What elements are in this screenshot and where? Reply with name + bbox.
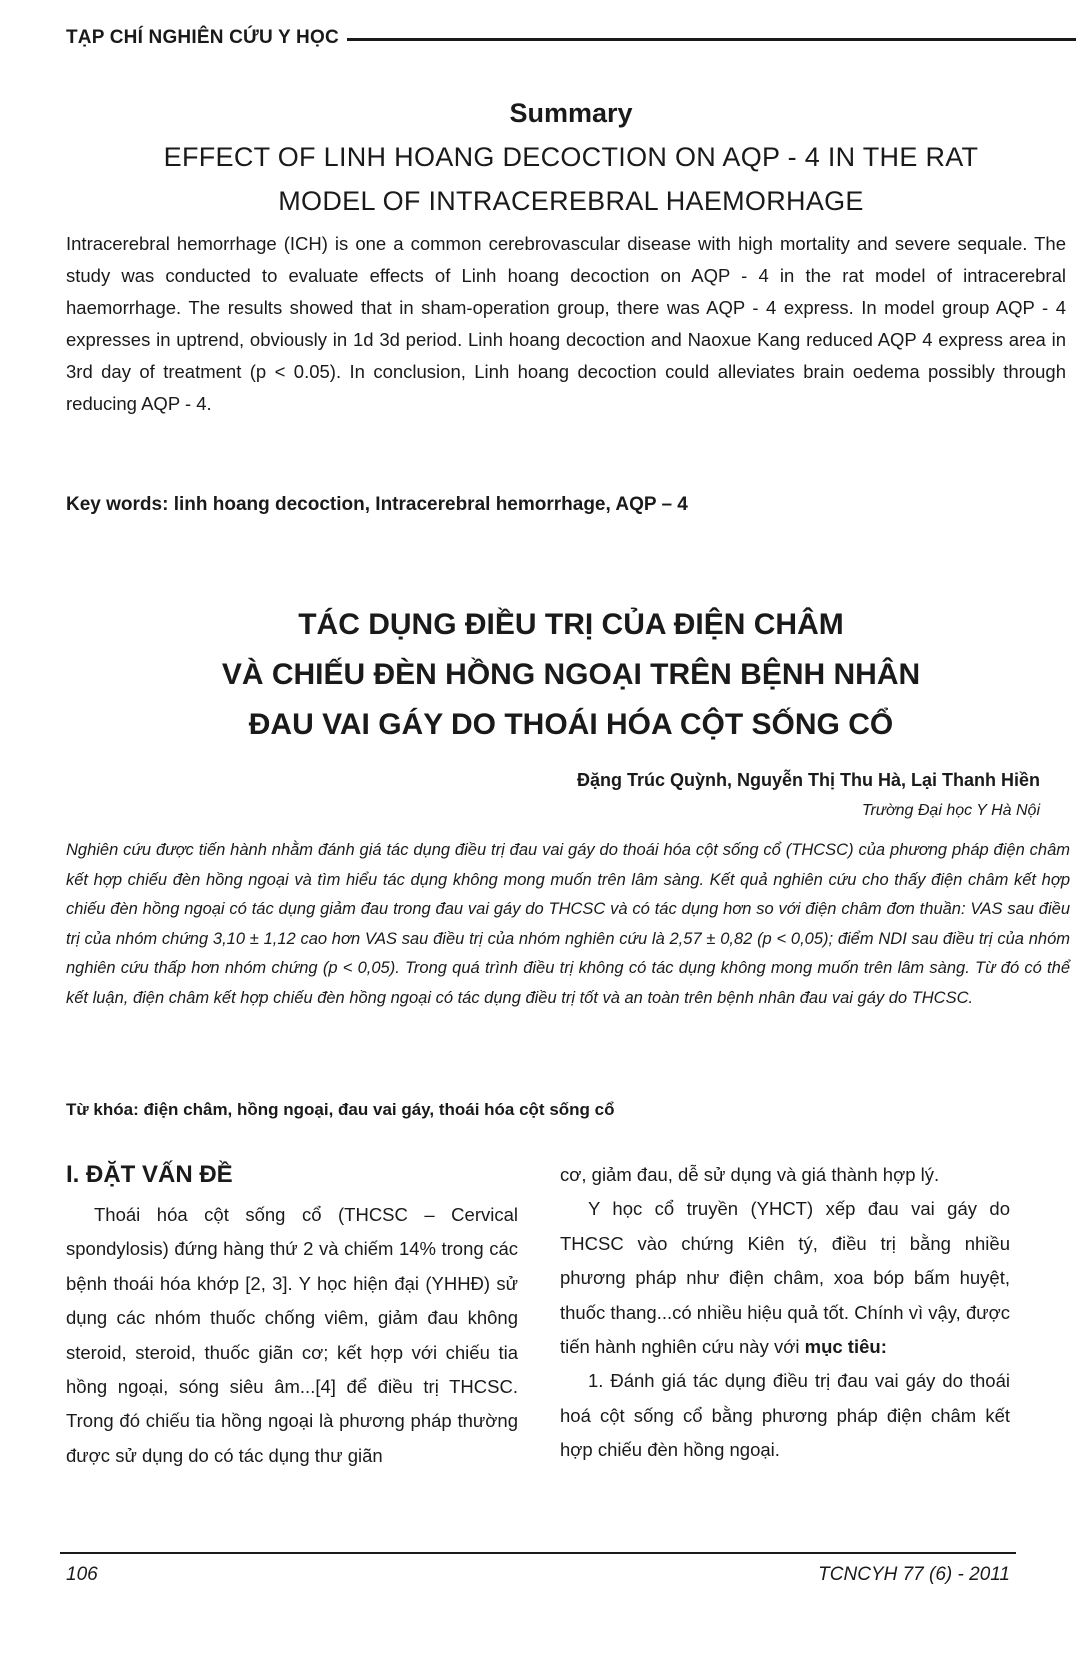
summary-title (66, 135, 1076, 223)
right-column (560, 1158, 1010, 1468)
summary-title-line-2: MODEL OF INTRACEREBRAL HAEMORHAGE (278, 186, 864, 216)
intro-paragraph-continued: cơ, giảm đau, dễ sử dụng và giá thành hợp lý. (560, 1164, 940, 1185)
summary-label: Summary (509, 98, 633, 128)
goal-item-1: 1. Đánh giá tác dụng điều trị đau vai gáy do thoái hoá cột sống cổ bằng phương pháp điện châm kết hợp chiếu đèn hồng ngoại. (560, 1370, 1010, 1461)
left-column (66, 1158, 518, 1473)
intro-paragraph-2 (560, 1192, 1010, 1364)
journal-citation: TCNCYH 77 (6) - 2011 (818, 1564, 1010, 1585)
article-title-line-1: TÁC DỤNG ĐIỀU TRỊ CỦA ĐIỆN CHÂM (298, 608, 844, 641)
header-rule (347, 38, 1076, 41)
footer-rule (60, 1552, 1016, 1554)
summary-title-line-1: EFFECT OF LINH HOANG DECOCTION ON AQP - 4 IN THE RAT (163, 142, 979, 172)
page-number: 106 (66, 1564, 98, 1585)
english-abstract: Intracerebral hemorrhage (ICH) is one a common cerebrovascular disease with high mortality and severe sequale. The study was conducted to evaluate effects of Linh hoang decoction on AQP - 4 in the rat model of intracerebral haemorrhage. The results showed that in sham-operation group, there was AQP - 4 express. In model group AQP - 4 expresses in uptrend, obviously in 1d 3d period. Linh hoang decoction and Naoxue Kang reduced AQP 4 express area in 3rd day of treatment (p < 0.05). In conclusion, Linh hoang decoction could alleviates brain oedema possibly through reducing AQP - 4. (66, 233, 1066, 414)
vietnamese-abstract: Nghiên cứu được tiến hành nhằm đánh giá tác dụng điều trị đau vai gáy do thoái hóa cột sống cổ (THCSC) của phương pháp điện châm kết hợp chiếu đèn hồng ngoại và tìm hiểu tác dụng không mong muốn trên lâm sàng. Kết quả nghiên cứu cho thấy điện châm kết hợp chiếu đèn hồng ngoại có tác dụng giảm đau trong đau vai gáy do THCSC và có tác dụng hơn so với điện châm đơn thuần: VAS sau điều trị của nhóm chứng 3,10 ± 1,12 cao hơn VAS sau điều trị của nhóm nghiên cứu là 2,57 ± 0,82 (p < 0,05); điểm NDI sau điều trị của nhóm nghiên cứu thấp hơn nhóm chứng (p < 0,05). Trong quá trình điều trị không có tác dụng không mong muốn trên lâm sàng. Từ đó có thể kết luận, điện châm kết hợp chiếu đèn hồng ngoại có tác dụng điều trị tốt và an toàn trên bệnh nhân đau vai gáy do THCSC. (66, 841, 1070, 1007)
intro-paragraph: Thoái hóa cột sống cổ (THCSC – Cervical spondylosis) đứng hàng thứ 2 và chiếm 14% trong các bệnh thoái hóa khớp [2, 3]. Y học hiện đại (YHHĐ) sử dụng các nhóm thuốc chống viêm, giảm đau không steroid, steroid, thuốc giãn cơ; kết hợp với chiếu tia hồng ngoại, sóng siêu âm...[4] để điều trị THCSC. Trong đó chiếu tia hồng ngoại là phương pháp thường được sử dụng do có tác dụng thư giãn (66, 1204, 518, 1466)
intro-paragraph-2-text: Y học cổ truyền (YHCT) xếp đau vai gáy do THCSC vào chứng Kiên tý, điều trị bằng nhiều phương pháp như điện châm, xoa bóp bấm huyệt, thuốc thang...có nhiều hiệu quả tốt. Chính vì vậy, được tiến hành nghiên cứu này với (560, 1198, 1010, 1358)
english-summary (66, 98, 1076, 223)
article-title (66, 600, 1076, 750)
section-heading: I. ĐẶT VẤN ĐỀ (66, 1161, 233, 1188)
vietnamese-keywords: Từ khóa: điện châm, hồng ngoại, đau vai gáy, thoái hóa cột sống cổ (66, 1100, 615, 1119)
running-header (66, 20, 1076, 56)
article-title-line-2: VÀ CHIẾU ĐÈN HỒNG NGOẠI TRÊN BỆNH NHÂN (221, 658, 921, 691)
article-title-line-3: ĐAU VAI GÁY DO THOÁI HÓA CỘT SỐNG CỔ (248, 708, 894, 741)
english-keywords: Key words: linh hoang decoction, Intracerebral hemorrhage, AQP – 4 (66, 494, 688, 515)
authors: Đặng Trúc Quỳnh, Nguyễn Thị Thu Hà, Lại Thanh Hiền (576, 770, 1040, 790)
journal-name: TẠP CHÍ NGHIÊN CỨU Y HỌC (66, 27, 339, 48)
goal-label: mục tiêu: (804, 1336, 887, 1358)
affiliation: Trường Đại học Y Hà Nội (861, 802, 1040, 819)
